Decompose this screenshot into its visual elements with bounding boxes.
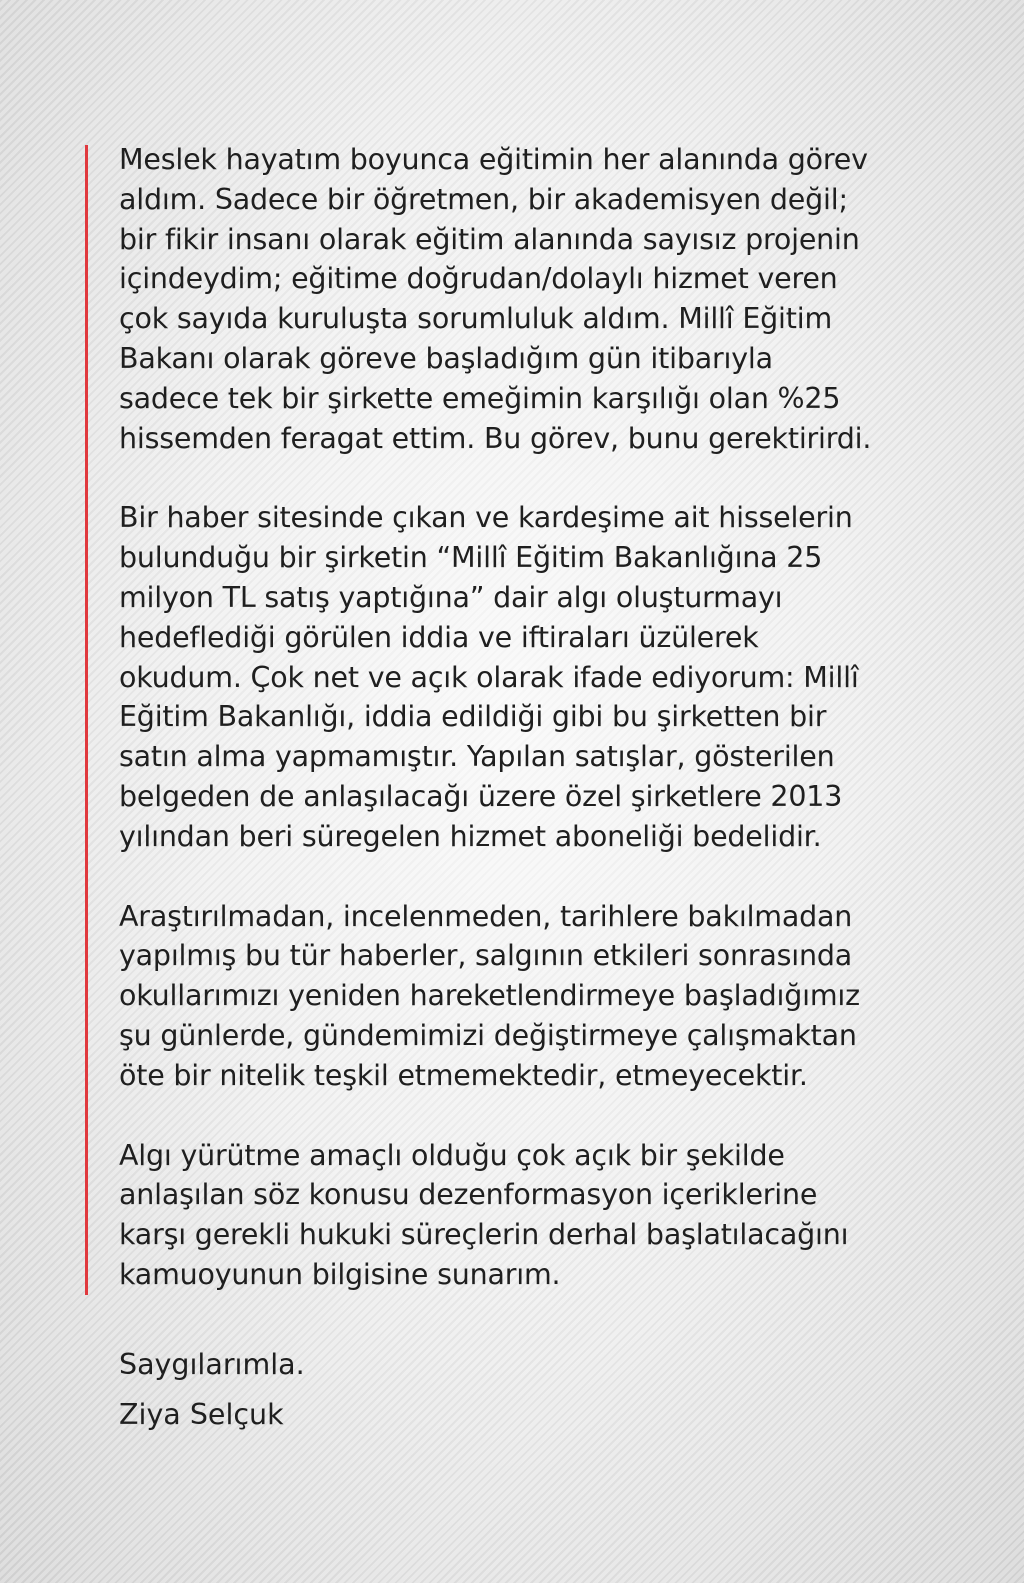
paragraph-1: Meslek hayatım boyunca eğitimin her alanında görev aldım. Sadece bir öğretmen, bir akademisyen değil; bir fikir insanı olarak eğitim alanında sayısız projenin içindeydim; eğitime doğrudan/dolaylı hizmet veren çok sayıda kuruluşta sorumluluk aldım. Millî Eğitim Bakanı olarak göreve başladığım gün itibarıyla sadece tek bir şirkette emeğimin karşılığı olan %25 hissemden feragat ettim. Bu görev, bunu gerektirirdi. [119,143,872,455]
signature-name: Ziya Selçuk [119,1398,284,1431]
letter-closing [119,1340,919,1440]
letter-body [119,140,919,1335]
paragraph-3: Araştırılmadan, incelenmeden, tarihlere bakılmadan yapılmış bu tür haberler, salgının etkileri sonrasında okullarımızı yeniden hareketlendirmeye başladığımız şu günlerde, gündemimizi değiştirmeye çalışmaktan öte bir nitelik teşkil etmemektedir, etmeyecektir. [119,899,860,1092]
closing-salutation: Saygılarımla. [119,1348,305,1381]
paragraph-2: Bir haber sitesinde çıkan ve kardeşime ait hisselerin bulunduğu bir şirketin “Millî Eğitim Bakanlığına 25 milyon TL satış yaptığına” dair algı oluşturmayı hedeflediği görülen iddia ve iftiraları üzülerek okudum. Çok net ve açık olarak ifade ediyorum: Millî Eğitim Bakanlığı, iddia edildiği gibi bu şirketten bir satın alma yapmamıştır. Yapılan satışlar, gösterilen belgeden de anlaşılacağı üzere özel şirketlere 2013 yılından beri süregelen hizmet aboneliği bedelidir. [119,501,859,853]
red-accent-bar [85,145,88,1295]
paragraph-4: Algı yürütme amaçlı olduğu çok açık bir şekilde anlaşılan söz konusu dezenformasyon içeriklerine karşı gerekli hukuki süreçlerin derhal başlatılacağını kamuoyunun bilgisine sunarım. [119,1138,849,1291]
